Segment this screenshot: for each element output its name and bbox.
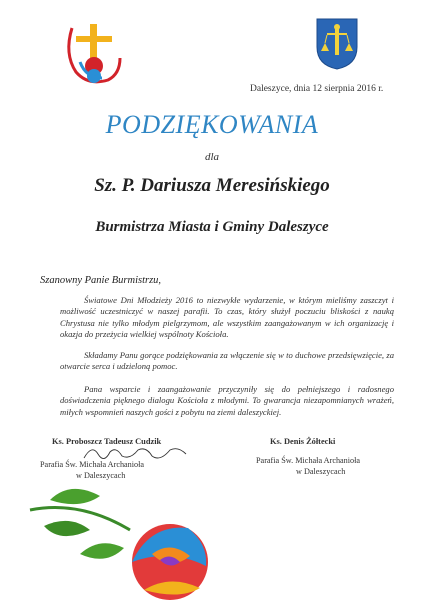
signatory-2-parish: Parafia Św. Michała Archanioła xyxy=(256,456,361,465)
for-word: dla xyxy=(204,151,220,163)
greeting: Szanowny Panie Burmistrzu, xyxy=(40,275,162,286)
paragraph-2: Składamy Panu gorące podziękowania za włączenie się w to duchowe przedsięwzięcie, za otwarcie serca i udzieloną pomoc. xyxy=(60,350,394,372)
signatory-1-parish: Parafia Św. Michała Archanioła xyxy=(40,460,145,469)
document-date: Daleszyce, dnia 12 sierpnia 2016 r. xyxy=(250,84,384,94)
paragraph-1: Światowe Dni Młodzieży 2016 to niezwykłe wydarzenie, w którym mieliśmy zaszczyt i możliwość uczestniczyć w naszej parafii. To czas, który służył poczuciu bliskości z nauką Chrystusa nie tylko młodym pielgrzymom, ale wszystkim zaangażowanym w ich organizację i okazja do przeżycia wielkiej wspólnoty Kościoła. xyxy=(60,295,394,339)
paragraph-3: Pana wsparcie i zaangażowanie przyczyniły się do pełniejszego i radosnego doświadczenia pięknego dialogu Kościoła z młodymi. To gwarancja niezapomnianych wrażeń, miłych wspomnień naszych gości z pobytu na ziemi daleszyckiej. xyxy=(60,384,394,417)
recipient-role: Burmistrza Miasta i Gminy Daleszyce xyxy=(95,219,329,235)
document-title: PODZIĘKOWANIA xyxy=(105,110,319,139)
wyd-krakow-logo-icon xyxy=(58,18,128,90)
rainbow-rose-icon xyxy=(20,470,240,600)
signatory-2-place: w Daleszycach xyxy=(296,467,346,476)
signatory-1-name: Ks. Proboszcz Tadeusz Cudzik xyxy=(52,437,162,446)
daleszyce-coat-of-arms-icon xyxy=(313,15,361,71)
signatory-2-name: Ks. Denis Żółtecki xyxy=(270,437,336,446)
recipient-name: Sz. P. Dariusza Meresińskiego xyxy=(94,175,330,196)
signatory-1-place: w Daleszycach xyxy=(76,471,126,480)
